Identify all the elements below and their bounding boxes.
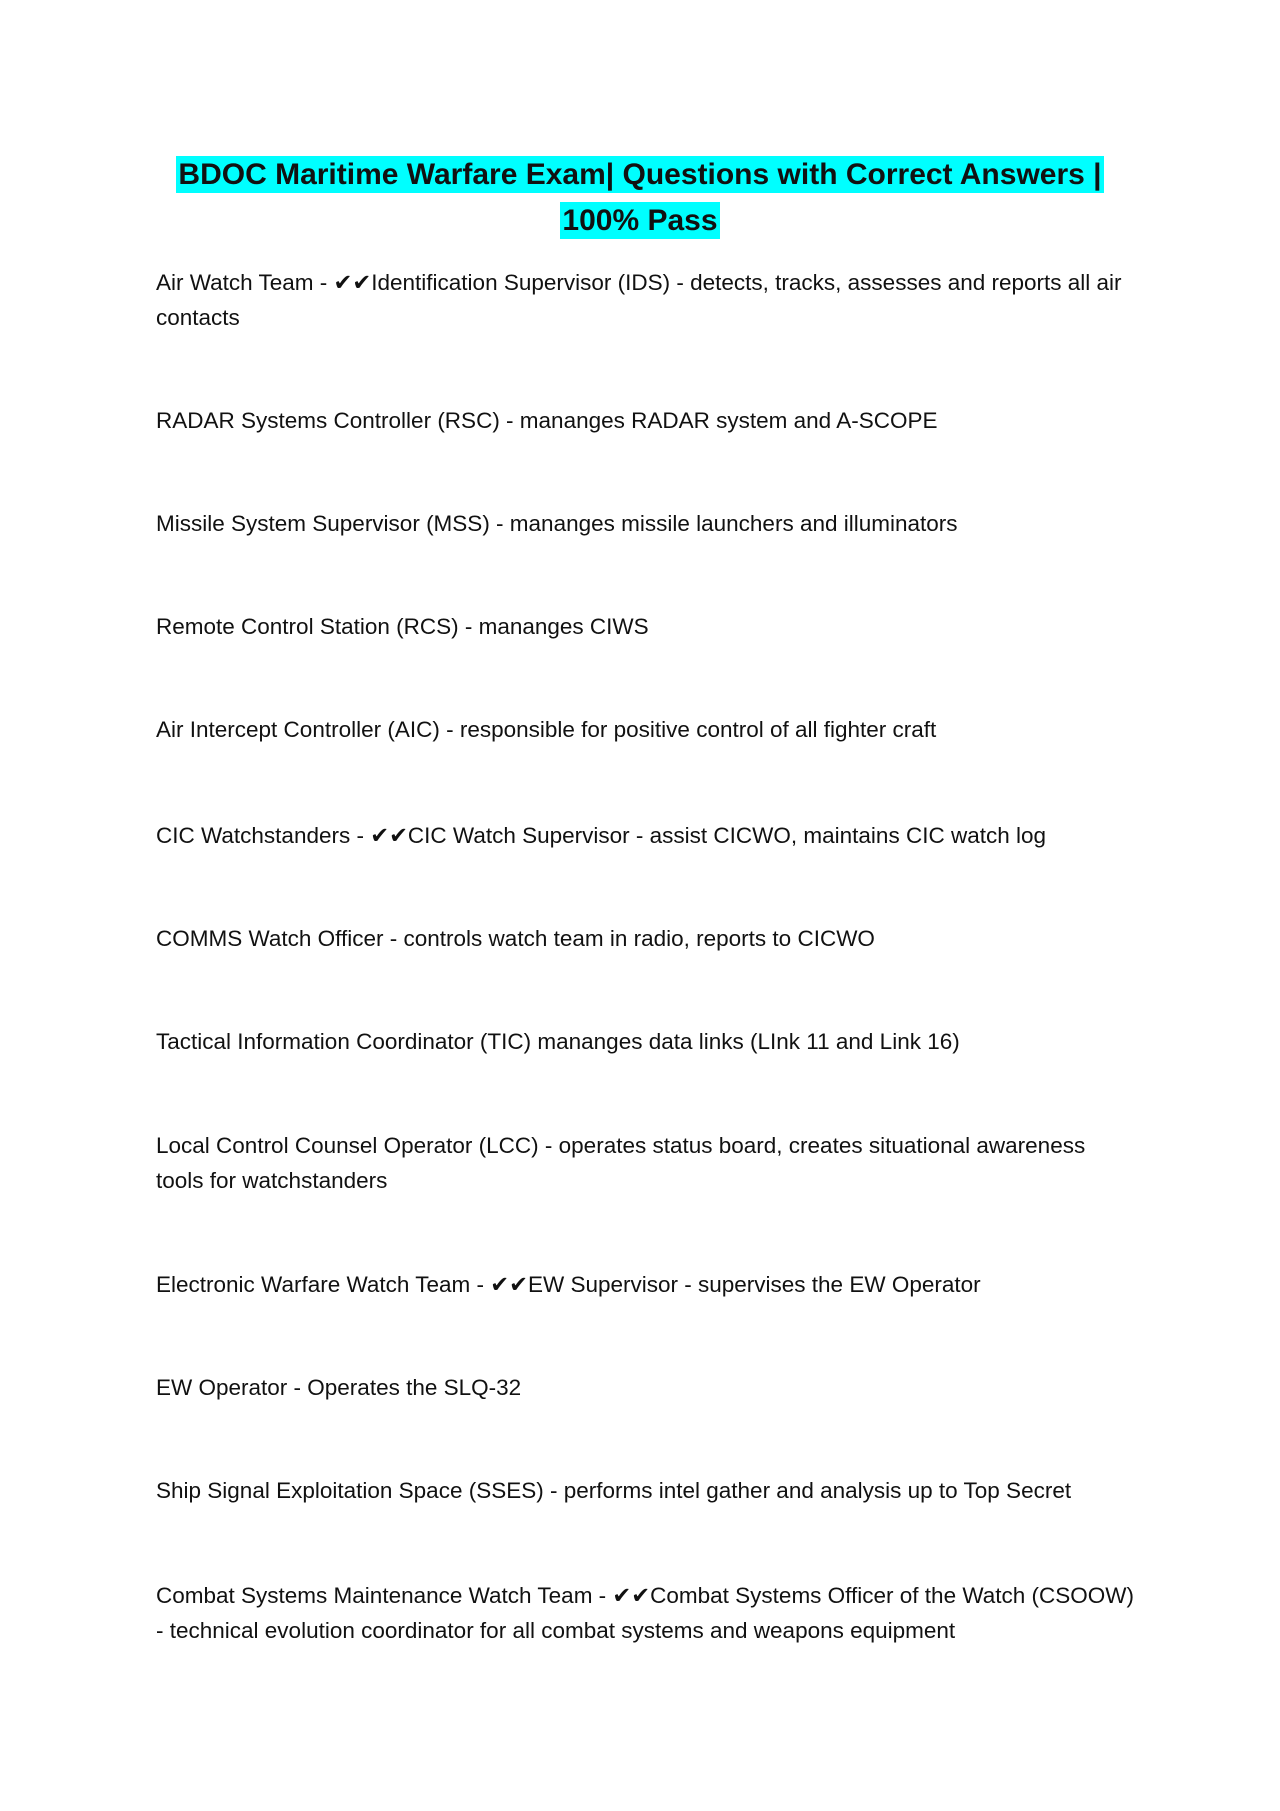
document-title bbox=[150, 152, 1130, 244]
entry-ew-operator: EW Operator - Operates the SLQ-32 bbox=[156, 1375, 522, 1400]
title-line-1: BDOC Maritime Warfare Exam| Questions with Correct Answers | bbox=[178, 158, 1102, 191]
entry-cic-watchstanders: CIC Watchstanders - ✔✔CIC Watch Supervisor - assist CICWO, maintains CIC watch log bbox=[156, 823, 1047, 848]
title-line-2: 100% Pass bbox=[562, 204, 718, 237]
entry-remote-control-station: Remote Control Station (RCS) - mananges CIWS bbox=[156, 614, 649, 639]
entry-missile-system-supervisor: Missile System Supervisor (MSS) - mananges missile launchers and illuminators bbox=[156, 511, 958, 536]
entry-tactical-information-coordinator: Tactical Information Coordinator (TIC) mananges data links (LInk 11 and Link 16) bbox=[156, 1029, 960, 1054]
entry-radar-systems-controller: RADAR Systems Controller (RSC) - mananges RADAR system and A-SCOPE bbox=[156, 408, 938, 433]
entry-electronic-warfare-watch-team: Electronic Warfare Watch Team - ✔✔EW Supervisor - supervises the EW Operator bbox=[156, 1272, 981, 1297]
entry-local-control-counsel-operator: Local Control Counsel Operator (LCC) - operates status board, creates situational awareness tools for watchstanders bbox=[156, 1133, 1086, 1193]
entry-ship-signal-exploitation-space: Ship Signal Exploitation Space (SSES) - performs intel gather and analysis up to Top Secret bbox=[156, 1478, 1072, 1503]
entry-comms-watch-officer: COMMS Watch Officer - controls watch team in radio, reports to CICWO bbox=[156, 926, 875, 951]
entry-air-intercept-controller: Air Intercept Controller (AIC) - responsible for positive control of all fighter craft bbox=[156, 717, 937, 742]
entry-air-watch-team: Air Watch Team - ✔✔Identification Supervisor (IDS) - detects, tracks, assesses and reports all air contacts bbox=[156, 270, 1122, 330]
entry-combat-systems-maintenance-watch-team: Combat Systems Maintenance Watch Team - ✔✔Combat Systems Officer of the Watch (CSOOW) - technical evolution coordinator for all combat systems and weapons equipment bbox=[156, 1583, 1134, 1643]
